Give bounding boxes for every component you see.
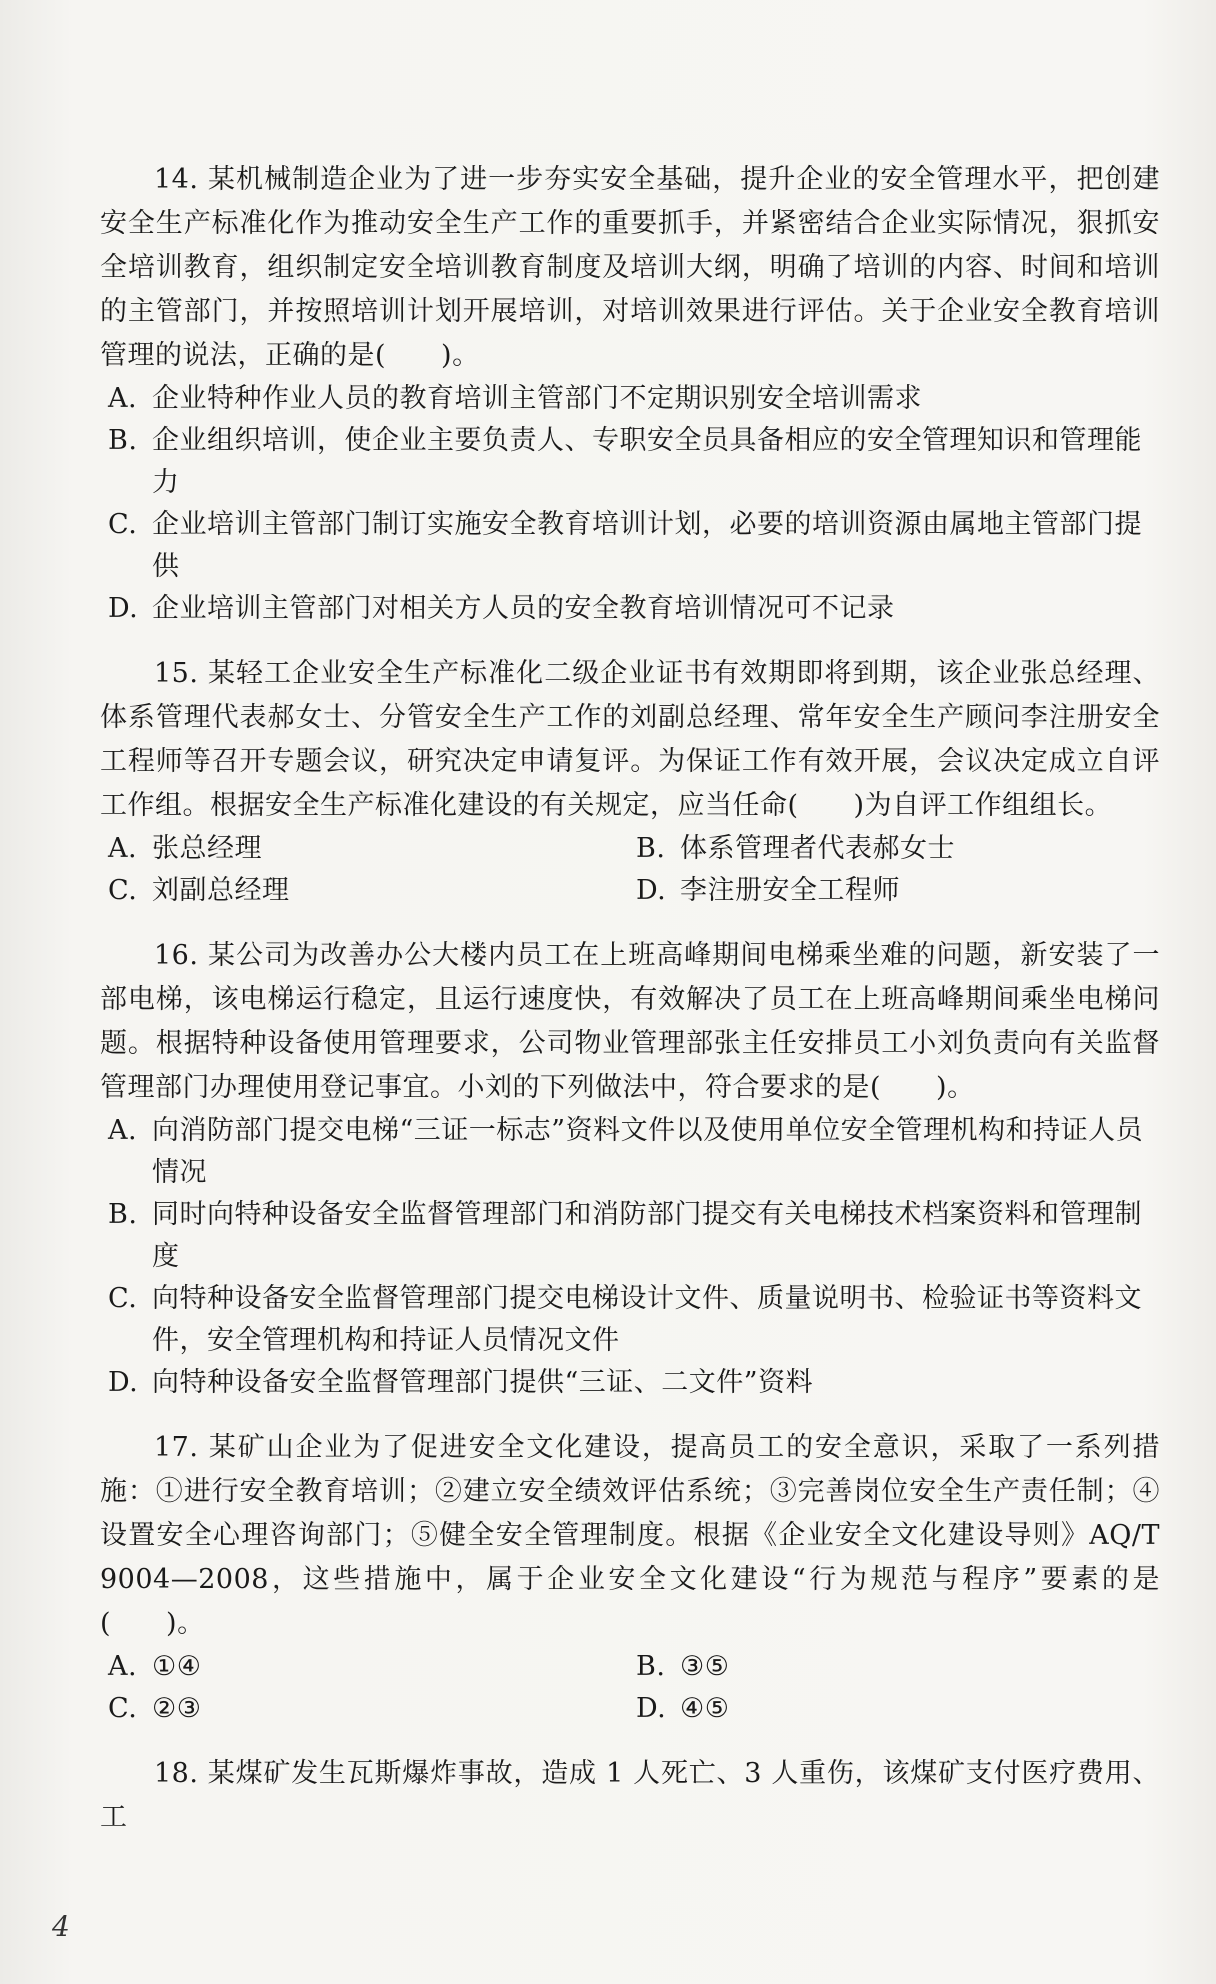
option-text: 刘副总经理 — [152, 875, 290, 906]
option-b — [100, 420, 1160, 504]
option-d — [100, 588, 1160, 630]
option-text: 企业组织培训，使企业主要负责人、专职安全员具备相应的安全管理知识和管理能力 — [152, 425, 1142, 498]
option-key: C. — [108, 1283, 138, 1314]
option-a — [100, 1646, 628, 1688]
option-key: C. — [108, 875, 138, 906]
question-stem: 16. 某公司为改善办公大楼内员工在上班高峰期间电梯乘坐难的问题，新安装了一部电梯，该电梯运行稳定，且运行速度快，有效解决了员工在上班高峰期间乘坐电梯问题。根据特种设备使用管理要求，公司物业管理部张主任安排员工小刘负责向有关监督管理部门办理使用登记事宜。小刘的下列做法中，符合要求的是( )。 — [100, 940, 1160, 1103]
option-text: ②③ — [152, 1693, 202, 1724]
option-text: ③⑤ — [680, 1651, 730, 1682]
option-b — [628, 828, 1156, 870]
option-text: 李注册安全工程师 — [680, 875, 900, 906]
question-stem: 18. 某煤矿发生瓦斯爆炸事故，造成 1 人死亡、3 人重伤，该煤矿支付医疗费用、工 — [100, 1758, 1160, 1833]
option-key: A. — [108, 833, 138, 864]
option-key: B. — [108, 425, 138, 456]
option-a — [100, 378, 1160, 420]
question-stem: 17. 某矿山企业为了促进安全文化建设，提高员工的安全意识，采取了一系列措施：①进行安全教育培训；②建立安全绩效评估系统；③完善岗位安全生产责任制；④设置安全心理咨询部门；⑤健全安全管理制度。根据《企业安全文化建设导则》AQ/T 9004—2008，这些措施中，属于企业安全文化建设“行为规范与程序”要素的是( )。 — [100, 1432, 1160, 1639]
option-c — [100, 1688, 628, 1730]
option-text: ①④ — [152, 1651, 202, 1682]
option-text: 向消防部门提交电梯“三证一标志”资料文件以及使用单位安全管理机构和持证人员情况 — [152, 1115, 1144, 1188]
option-b — [628, 1646, 1156, 1688]
option-key: B. — [636, 833, 666, 864]
question-14 — [100, 158, 1160, 630]
option-key: D. — [636, 1693, 667, 1724]
option-text: 向特种设备安全监督管理部门提交电梯设计文件、质量说明书、检验证书等资料文件，安全管理机构和持证人员情况文件 — [152, 1283, 1142, 1356]
option-key: C. — [108, 509, 138, 540]
question-stem: 14. 某机械制造企业为了进一步夯实安全基础，提升企业的安全管理水平，把创建安全生产标准化作为推动安全生产工作的重要抓手，并紧密结合企业实际情况，狠抓安全培训教育，组织制定安全培训教育制度及培训大纲，明确了培训的内容、时间和培训的主管部门，并按照培训计划开展培训，对培训效果进行评估。关于企业安全教育培训管理的说法，正确的是( )。 — [100, 164, 1160, 371]
option-row — [100, 1688, 1160, 1730]
option-key: A. — [108, 383, 138, 414]
option-c — [100, 1278, 1160, 1362]
option-d — [628, 870, 1156, 912]
option-key: B. — [108, 1199, 138, 1230]
option-row — [100, 1646, 1160, 1688]
option-c — [100, 504, 1160, 588]
question-list — [100, 158, 1160, 1862]
question-16 — [100, 934, 1160, 1404]
option-d — [100, 1362, 1160, 1404]
option-d — [628, 1688, 1156, 1730]
page-number: 4 — [52, 1910, 70, 1943]
option-a — [100, 1110, 1160, 1194]
option-key: C. — [108, 1693, 138, 1724]
option-text: 张总经理 — [152, 833, 262, 864]
option-text: ④⑤ — [680, 1693, 730, 1724]
option-key: B. — [636, 1651, 666, 1682]
option-text: 体系管理者代表郝女士 — [680, 833, 955, 864]
option-key: D. — [108, 593, 139, 624]
option-key: A. — [108, 1115, 138, 1146]
option-row — [100, 828, 1160, 870]
option-text: 同时向特种设备安全监督管理部门和消防部门提交有关电梯技术档案资料和管理制度 — [152, 1199, 1142, 1272]
option-row — [100, 870, 1160, 912]
option-c — [100, 870, 628, 912]
option-text: 企业培训主管部门对相关方人员的安全教育培训情况可不记录 — [152, 593, 895, 624]
question-18 — [100, 1752, 1160, 1840]
option-key: A. — [108, 1651, 138, 1682]
option-text: 企业特种作业人员的教育培训主管部门不定期识别安全培训需求 — [152, 383, 922, 414]
option-a — [100, 828, 628, 870]
option-key: D. — [636, 875, 667, 906]
option-text: 向特种设备安全监督管理部门提供“三证、二文件”资料 — [152, 1367, 814, 1398]
option-key: D. — [108, 1367, 139, 1398]
question-15 — [100, 652, 1160, 912]
option-text: 企业培训主管部门制订实施安全教育培训计划，必要的培训资源由属地主管部门提供 — [152, 509, 1142, 582]
question-17 — [100, 1426, 1160, 1730]
question-stem: 15. 某轻工企业安全生产标准化二级企业证书有效期即将到期，该企业张总经理、体系管理代表郝女士、分管安全生产工作的刘副总经理、常年安全生产顾问李注册安全工程师等召开专题会议，研究决定申请复评。为保证工作有效开展，会议决定成立自评工作组。根据安全生产标准化建设的有关规定，应当任命( )为自评工作组组长。 — [100, 658, 1160, 821]
option-b — [100, 1194, 1160, 1278]
